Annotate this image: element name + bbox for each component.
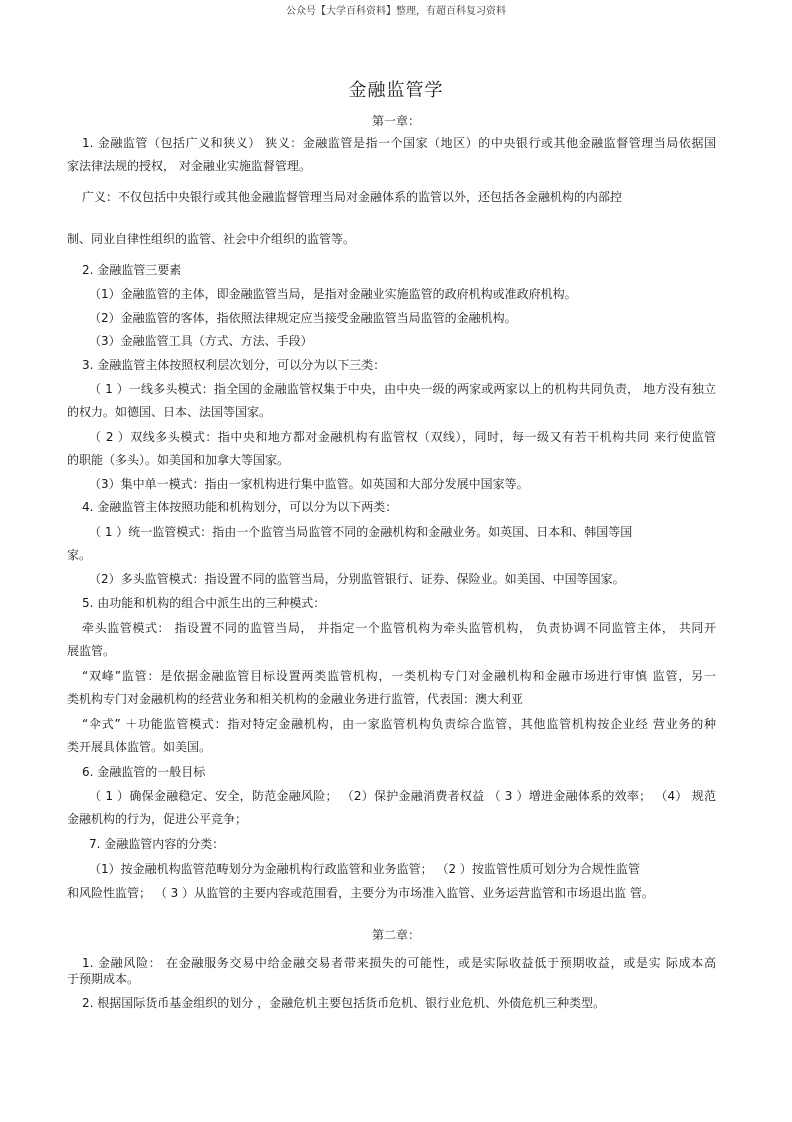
paragraph-line: 广义：不仅包括中央银行或其他金融监督管理当局对金融体系的监管以外，还包括各金融机构的内部控 — [82, 190, 623, 204]
chapter-2-heading: 第二章： — [371, 928, 420, 942]
paragraph-line: （1）按金融机构监管范畴划分为金融机构行政监管和业务监管； （2 ）按监管性质可划分为合规性监管 — [89, 862, 640, 876]
paragraph-line: 制、同业自律性组织的监管、社会中介组织的监管等。 — [67, 232, 356, 246]
paragraph-line: 5. 由功能和机构的组合中派生出的三种模式： — [82, 596, 326, 610]
paragraph-line: （2）多头监管模式：指设置不同的监管当局，分别监管银行、证券、保险业。如美国、中国等国家。 — [89, 572, 625, 586]
paragraph-line: （3）集中单一模式：指由一家机构进行集中监管。如英国和大部分发展中国家等。 — [89, 477, 529, 491]
paragraph-line: 类机构专门对金融机构的经营业务和相关机构的金融业务进行监管，代表国：澳大利亚 — [67, 692, 524, 706]
paragraph-line: （ 2 ）双线多头模式：指中央和地方都对金融机构有监管权（双线），同时，每一级又有若干机构共同 来行使监管 — [89, 430, 716, 444]
paragraph-line: （ 1 ）统一监管模式：指由一个监管当局监管不同的金融机构和金融业务。如英国、日本和、韩国等国 — [89, 525, 633, 539]
paragraph-line: 类开展具体监管。如美国。 — [67, 740, 212, 754]
paragraph-line: 2. 根据国际货币基金组织的划分 ，金融危机主要包括货币危机、银行业危机、外债危机三种类型。 — [82, 996, 606, 1010]
paragraph-line: 3. 金融监管主体按照权利层次划分，可以分为以下三类： — [82, 358, 386, 372]
paragraph-line: （2）金融监管的客体，指依照法律规定应当接受金融监管当局监管的金融机构。 — [89, 311, 517, 325]
paragraph-line: 4. 金融监管主体按照功能和机构划分，可以分为以下两类： — [82, 500, 398, 514]
paragraph-line: 金融机构的行为，促进公平竞争； — [67, 812, 248, 826]
paragraph-line: （3）金融监管工具（方式、方法、手段） — [89, 334, 313, 348]
paragraph-line: 家。 — [67, 548, 92, 562]
document-title: 金融监管学 — [348, 80, 444, 101]
paragraph-line: 7. 金融监管内容的分类： — [89, 837, 225, 851]
chapter-1-heading: 第一章： — [371, 114, 420, 128]
paragraph-line: “伞式” ＋功能监管模式：指对特定金融机构，由一家监管机构负责综合监管，其他监管机构按企业经 营业务的种 — [82, 717, 716, 731]
paragraph-line: “双峰”监管：是依据金融监管目标设置两类监管机构，一类机构专门对金融机构和金融市场进行审慎 监管，另一 — [82, 669, 716, 683]
paragraph-line: 家法律法规的授权， 对金融业实施监督管理。 — [67, 159, 311, 173]
paragraph-line: （ 1 ）一线多头模式：指全国的金融监管权集于中央，由中央一级的两家或两家以上的机构共同负责， 地方没有独立 — [89, 382, 716, 396]
paragraph-line: 6. 金融监管的一般目标 — [82, 765, 206, 779]
paragraph-line: 于预期成本。 — [67, 972, 140, 986]
paragraph-line: （ 1 ）确保金融稳定、安全，防范金融风险； （2）保护金融消费者权益 （ 3 ）增进金融体系的效率； （4） 规范 — [89, 789, 716, 803]
paragraph-line: 1. 金融监管（包括广义和狭义） 狭义：金融监管是指一个国家（地区）的中央银行或其他金融监督管理当局依据国 — [82, 136, 716, 150]
paragraph-line: 2. 金融监管三要素 — [82, 263, 182, 277]
paragraph-line: 牵头监管模式： 指设置不同的监管当局， 并指定一个监管机构为牵头监管机构， 负责协调不同监管主体， 共同开 — [82, 621, 716, 635]
paragraph-line: （1）金融监管的主体，即金融监管当局，是指对金融业实施监管的政府机构或准政府机构。 — [89, 287, 577, 301]
paragraph-line: 展监管。 — [67, 644, 116, 658]
paragraph-line: 的权力。如德国、日本、法国等国家。 — [67, 405, 272, 419]
paragraph-line: 1. 金融风险： 在金融服务交易中给金融交易者带来损失的可能性，或是实际收益低于预期收益，或是实 际成本高 — [82, 956, 716, 970]
paragraph-line: 和风险性监管； （ 3 ）从监管的主要内容或范围看，主要分为市场准入监管、业务运营监管和市场退出监 管。 — [67, 886, 654, 900]
page-header-watermark: 公众号【大学百科资料】整理，有超百科复习资料 — [286, 6, 506, 17]
paragraph-line: 的职能（多头）。如美国和加拿大等国家。 — [67, 453, 290, 467]
